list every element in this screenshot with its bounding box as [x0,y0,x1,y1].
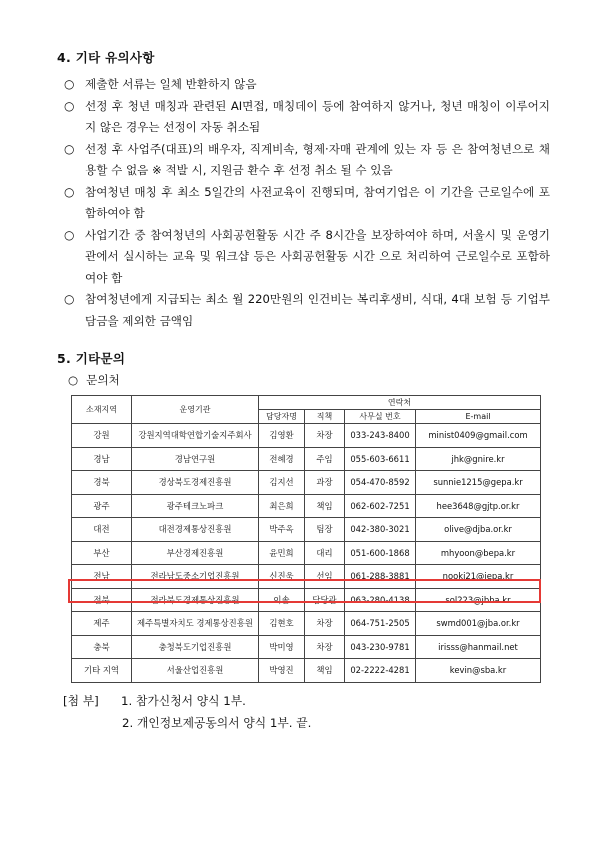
cell-agency: 전라남도중소기업진흥원 [132,565,259,589]
cell-agency: 제주특별자치도 경제통상진흥원 [132,612,259,636]
cell-position: 책임 [305,659,345,683]
cell-person: 박미영 [259,635,305,659]
notice-item: ○ 참여청년에게 지급되는 최소 월 220만원의 인건비는 복리후생비, 식대, 4대 보험 등 기업부담금을 제외한 금액임 [60,289,550,332]
cell-phone: 061-288-3881 [345,565,416,589]
cell-position: 주임 [305,447,345,471]
section4-title: 4. 기타 유의사항 [57,50,155,65]
cell-region: 광주 [72,494,132,518]
circle-bullet-icon: ○ [64,141,75,156]
circle-bullet-icon: ○ [64,184,75,199]
cell-person: 윤민희 [259,541,305,565]
cell-region: 기타 지역 [72,659,132,683]
table-row [72,635,541,659]
cell-email[interactable]: nooki21@jepa.kr [416,565,541,589]
contact-heading: ○ 문의처 [68,373,120,387]
cell-region: 충북 [72,635,132,659]
cell-email[interactable]: sol223@jbba.kr [416,588,541,612]
cell-phone: 043-230-9781 [345,635,416,659]
cell-region: 경남 [72,447,132,471]
attachment-line [63,712,311,734]
cell-agency: 광주테크노파크 [132,494,259,518]
attachment-line [63,690,311,712]
notice-item: ○ 선정 후 청년 매칭과 관련된 AI면접, 매칭데이 등에 참여하지 않거나, 청년 매칭이 이루어지지 않은 경우는 선정이 자동 취소됨 [60,96,550,139]
circle-bullet-icon: ○ [64,227,75,242]
cell-email[interactable]: olive@djba.or.kr [416,518,541,542]
cell-email[interactable]: kevin@sba.kr [416,659,541,683]
cell-position: 과장 [305,471,345,495]
table-row [72,471,541,495]
cell-region: 부산 [72,541,132,565]
attachment-label: [첨 부] [63,694,99,708]
cell-person: 박영진 [259,659,305,683]
header-email: E-mail [416,410,541,424]
cell-phone: 063-280-4138 [345,588,416,612]
cell-phone: 055-603-6611 [345,447,416,471]
table-row [72,565,541,589]
table-row [72,518,541,542]
cell-email[interactable]: sunnie1215@gepa.kr [416,471,541,495]
table-row [72,659,541,683]
cell-person: 이솔 [259,588,305,612]
cell-agency: 서울산업진흥원 [132,659,259,683]
cell-person: 신진욱 [259,565,305,589]
cell-region: 대전 [72,518,132,542]
cell-agency: 충청북도기업진흥원 [132,635,259,659]
notice-item: ○ 참여청년 매칭 후 최소 5일간의 사전교육이 진행되며, 참여기업은 이 기간을 근로일수에 포함하여야 함 [60,182,550,225]
header-person: 담당자명 [259,410,305,424]
cell-phone: 02-2222-4281 [345,659,416,683]
cell-position: 팀장 [305,518,345,542]
header-agency: 운영기관 [132,396,259,424]
notice-item: ○ 사업기간 중 참여청년의 사회공헌활동 시간 주 8시간을 보장하여야 하며, 서울시 및 운영기관에서 실시하는 교육 및 워크샵 등은 사회공헌활동 시간 으로 처리하여 근로일수로 포함하여야 함 [60,225,550,290]
cell-phone: 033-243-8400 [345,424,416,448]
attachments [63,690,311,734]
cell-position: 책임 [305,494,345,518]
header-contact: 연락처 [259,396,541,410]
table-row [72,588,541,612]
cell-email[interactable]: jhk@gnire.kr [416,447,541,471]
cell-email[interactable]: mhyoon@bepa.kr [416,541,541,565]
notice-item: ○ 선정 후 사업주(대표)의 배우자, 직계비속, 형제·자매 관계에 있는 자 등 은 참여청년으로 채용할 수 없음 ※ 적발 시, 지원금 환수 후 선정 취소 될 수 있음 [60,139,550,182]
notice-item: ○ 제출한 서류는 일체 반환하지 않음 [60,74,550,96]
cell-email[interactable]: minist0409@gmail.com [416,424,541,448]
cell-position: 담당관 [305,588,345,612]
cell-phone: 042-380-3021 [345,518,416,542]
cell-region: 경북 [72,471,132,495]
table-row [72,612,541,636]
table-row [72,494,541,518]
table-row [72,447,541,471]
attachment-item: 1. 참가신청서 양식 1부. [121,694,246,708]
cell-person: 전혜경 [259,447,305,471]
cell-person: 박주옥 [259,518,305,542]
cell-agency: 강원지역대학연합기술지주회사 [132,424,259,448]
attachment-item: 2. 개인정보제공동의서 양식 1부. 끝. [122,716,312,730]
circle-bullet-icon: ○ [64,98,75,113]
cell-agency: 대전경제통상진흥원 [132,518,259,542]
table-row [72,424,541,448]
cell-email[interactable]: irisss@hanmail.net [416,635,541,659]
cell-region: 강원 [72,424,132,448]
header-position: 직책 [305,410,345,424]
cell-person: 김현호 [259,612,305,636]
cell-phone: 064-751-2505 [345,612,416,636]
cell-agency: 경상북도경제진흥원 [132,471,259,495]
contact-table [71,395,541,683]
circle-bullet-icon: ○ [64,292,75,306]
cell-phone: 054-470-8592 [345,471,416,495]
cell-agency: 전라북도경제통상진흥원 [132,588,259,612]
table-row [72,541,541,565]
cell-person: 김지선 [259,471,305,495]
cell-email[interactable]: swmd001@jba.or.kr [416,612,541,636]
section5-title: 5. 기타문의 [57,351,126,366]
cell-person: 최은희 [259,494,305,518]
cell-position: 선임 [305,565,345,589]
cell-person: 김영환 [259,424,305,448]
cell-position: 차장 [305,612,345,636]
circle-bullet-icon: ○ [68,373,79,387]
cell-position: 차장 [305,424,345,448]
cell-region: 전북 [72,588,132,612]
circle-bullet-icon: ○ [64,77,75,91]
notice-list [60,74,550,332]
header-region: 소재지역 [72,396,132,424]
cell-phone: 051-600-1868 [345,541,416,565]
cell-agency: 경남연구원 [132,447,259,471]
cell-region: 제주 [72,612,132,636]
cell-position: 대리 [305,541,345,565]
cell-position: 차장 [305,635,345,659]
cell-phone: 062-602-7251 [345,494,416,518]
cell-region: 전남 [72,565,132,589]
header-phone: 사무실 번호 [345,410,416,424]
cell-email[interactable]: hee3648@gjtp.or.kr [416,494,541,518]
cell-agency: 부산경제진흥원 [132,541,259,565]
